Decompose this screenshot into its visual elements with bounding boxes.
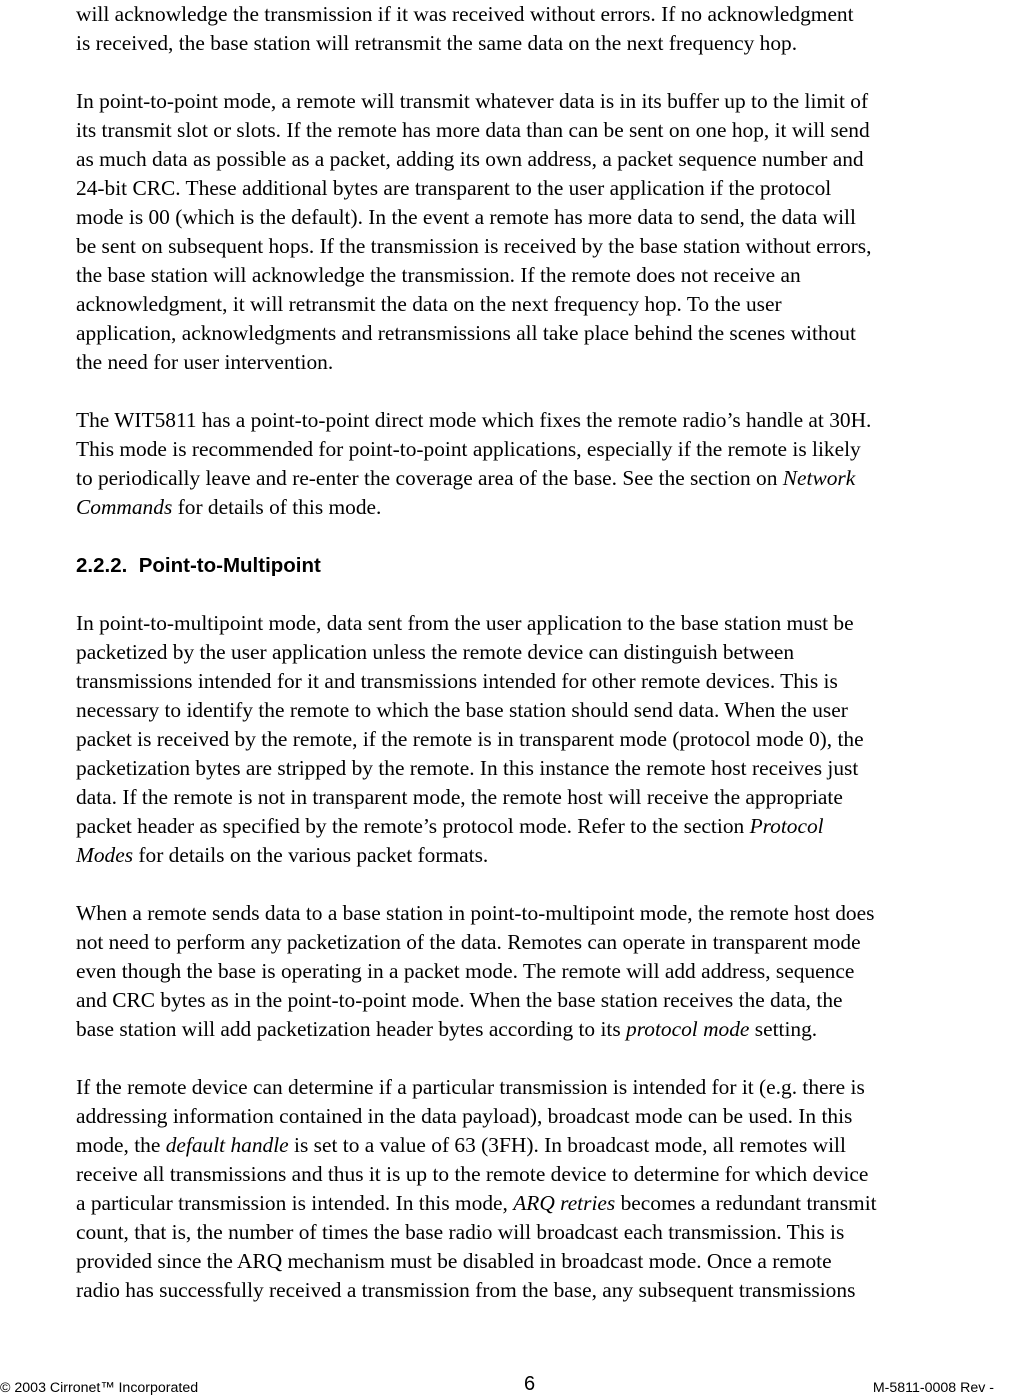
paragraph-point-to-point (76, 87, 1011, 377)
text-line: be sent on subsequent hops. If the transmission is received by the base station without errors, (76, 234, 872, 258)
text-run: packet header as specified by the remote’s protocol mode. Refer to the section (76, 814, 750, 838)
text-line (76, 1189, 1011, 1218)
text-line: acknowledgment, it will retransmit the data on the next frequency hop. To the user (76, 292, 782, 316)
text-line: the base station will acknowledge the transmission. If the remote does not receive an (76, 263, 801, 287)
text-line: radio has successfully received a transmission from the base, any subsequent transmissions (76, 1278, 856, 1302)
text-line (76, 812, 1011, 841)
page-footer (0, 1373, 1011, 1399)
text-line: packet is received by the remote, if the remote is in transparent mode (protocol mode 0), the (76, 727, 864, 751)
text-line (76, 1015, 1011, 1044)
text-line: 24-bit CRC. These additional bytes are transparent to the user application if the protocol (76, 176, 832, 200)
text-line: as much data as possible as a packet, adding its own address, a packet sequence number and (76, 147, 864, 171)
text-line: In point-to-multipoint mode, data sent from the user application to the base station must be (76, 611, 854, 635)
text-line: addressing information contained in the data payload), broadcast mode can be used. In this (76, 1104, 853, 1128)
text-line: its transmit slot or slots. If the remote has more data than can be sent on one hop, it will send (76, 118, 870, 142)
text-line (76, 464, 1011, 493)
text-run: to periodically leave and re-enter the coverage area of the base. See the section on (76, 466, 783, 490)
text-line: not need to perform any packetization of the data. Remotes can operate in transparent mode (76, 930, 861, 954)
document-body (76, 0, 1011, 1305)
section-number: 2.2.2. (76, 554, 128, 577)
footer-copyright: © 2003 Cirronet™ Incorporated (0, 1380, 199, 1396)
text-line: receive all transmissions and thus it is up to the remote device to determine for which device (76, 1162, 869, 1186)
text-line: transmissions intended for it and transmissions intended for other remote devices. This is (76, 669, 838, 693)
cross-reference-modes: Modes (76, 843, 134, 867)
term-default-handle: default handle (165, 1133, 289, 1157)
text-line (76, 493, 1011, 522)
text-line: This mode is recommended for point-to-point applications, especially if the remote is likely (76, 437, 861, 461)
text-line: count, that is, the number of times the base radio will broadcast each transmission. This is (76, 1220, 845, 1244)
text-run: mode, the (76, 1133, 166, 1157)
text-line: application, acknowledgments and retransmissions all take place behind the scenes without (76, 321, 856, 345)
text-line: If the remote device can determine if a particular transmission is intended for it (e.g. there is (76, 1075, 865, 1099)
text-line: necessary to identify the remote to which the base station should send data. When the user (76, 698, 848, 722)
text-line (76, 841, 1011, 870)
section-heading (76, 551, 1011, 580)
text-line: In point-to-point mode, a remote will transmit whatever data is in its buffer up to the limit of (76, 89, 869, 113)
cross-reference-protocol: Protocol (749, 814, 824, 838)
text-line: packetized by the user application unless the remote device can distinguish between (76, 640, 795, 664)
text-line: packetization bytes are stripped by the remote. In this instance the remote host receives just (76, 756, 859, 780)
paragraph-remote-sends (76, 899, 1011, 1044)
text-line (76, 1131, 1011, 1160)
text-line: provided since the ARQ mechanism must be disabled in broadcast mode. Once a remote (76, 1249, 832, 1273)
text-line: will acknowledge the transmission if it was received without errors. If no acknowledgment (76, 2, 854, 26)
document-id: M-5811-0008 Rev - (872, 1380, 994, 1396)
cross-reference-network: Network (782, 466, 856, 490)
text-run: is set to a value of 63 (3FH). In broadcast mode, all remotes will (288, 1133, 846, 1157)
term-protocol-mode: protocol mode (626, 1017, 750, 1041)
text-run: base station will add packetization header bytes according to its (76, 1017, 627, 1041)
text-run: for details on the various packet formats. (133, 843, 489, 867)
paragraph-direct-mode (76, 406, 1011, 522)
text-line: is received, the base station will retransmit the same data on the next frequency hop. (76, 31, 798, 55)
text-run: a particular transmission is intended. In this mode, (76, 1191, 514, 1215)
text-line: When a remote sends data to a base station in point-to-multipoint mode, the remote host does (76, 901, 875, 925)
text-run: for details of this mode. (172, 495, 382, 519)
text-line: mode is 00 (which is the default). In the event a remote has more data to send, the data will (76, 205, 856, 229)
paragraph-ack-intro (76, 0, 1011, 58)
section-title: Point-to-Multipoint (138, 554, 321, 577)
text-line: and CRC bytes as in the point-to-point mode. When the base station receives the data, the (76, 988, 843, 1012)
text-run: setting. (749, 1017, 818, 1041)
cross-reference-commands: Commands (76, 495, 173, 519)
page-number: 6 (524, 1373, 536, 1395)
paragraph-broadcast (76, 1073, 1011, 1305)
text-line: data. If the remote is not in transparent mode, the remote host will receive the appropriate (76, 785, 843, 809)
paragraph-multipoint-packetizing (76, 609, 1011, 870)
text-line: even though the base is operating in a packet mode. The remote will add address, sequence (76, 959, 855, 983)
text-line: The WIT5811 has a point-to-point direct mode which fixes the remote radio’s handle at 30H. (76, 408, 872, 432)
term-arq-retries: ARQ retries (513, 1191, 616, 1215)
text-run: becomes a redundant transmit (615, 1191, 877, 1215)
text-line: the need for user intervention. (76, 350, 334, 374)
